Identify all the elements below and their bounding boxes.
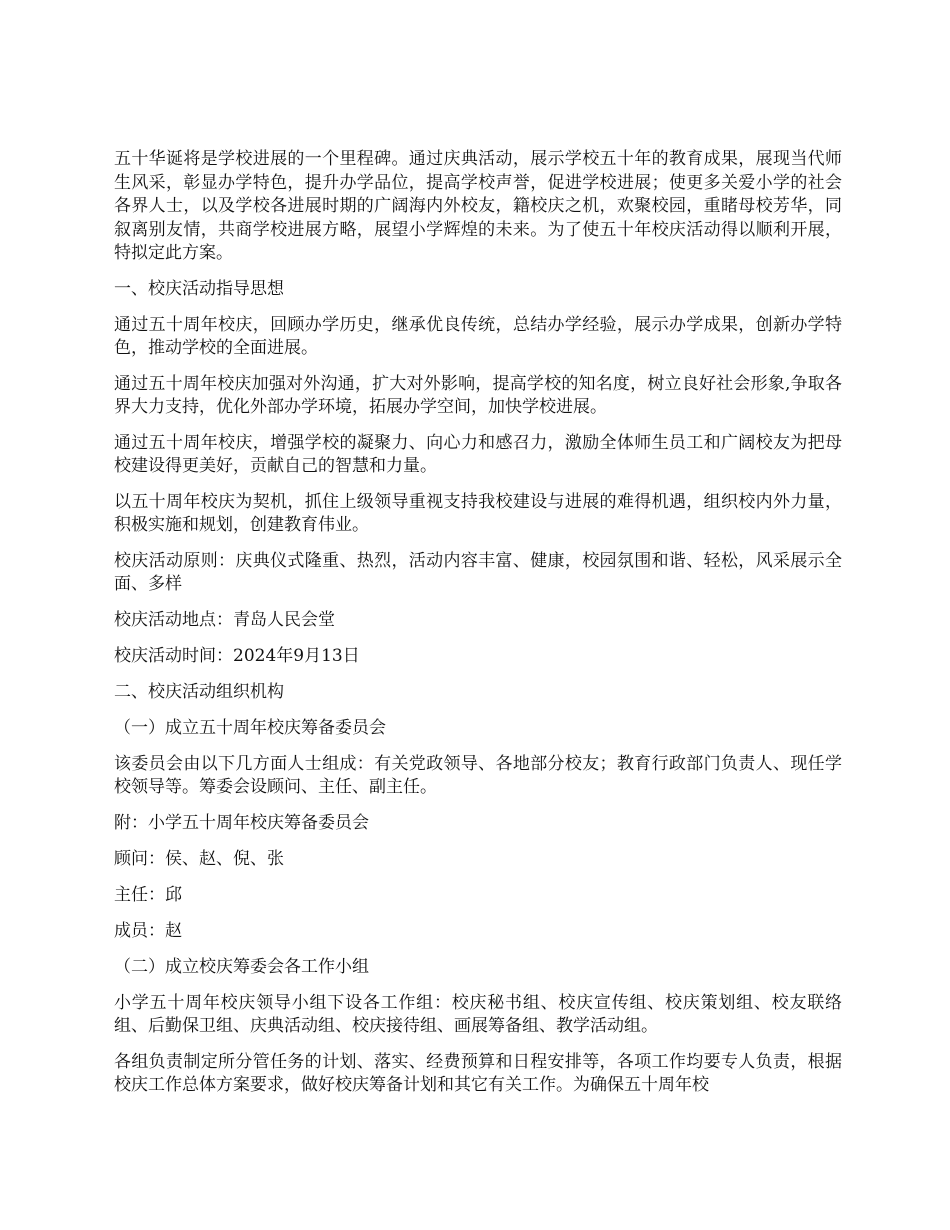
subsection-heading-working-groups: （二）成立校庆筹委会各工作小组 xyxy=(114,956,369,977)
advisors-line: 顾问：侯、赵、倪、张 xyxy=(114,848,284,869)
paragraph: 各组负责制定所分管任务的计划、落实、经费预算和日程安排等，各项工作均要专人负责，根据校庆工作总体方案要求，做好校庆筹备计划和其它有关工作。为确保五十周年校 xyxy=(114,1051,842,1095)
paragraph: 以五十周年校庆为契机，抓住上级领导重视支持我校建设与进展的难得机遇，组织校内外力量，积极实施和规划，创建教育伟业。 xyxy=(114,491,842,535)
paragraph: 小学五十周年校庆领导小组下设各工作组：校庆秘书组、校庆宣传组、校庆策划组、校友联络组、后勤保卫组、庆典活动组、校庆接待组、画展筹备组、教学活动组。 xyxy=(114,992,842,1036)
appendix-line: 附：小学五十周年校庆筹备委员会 xyxy=(114,812,369,833)
location-line: 校庆活动地点：青岛人民会堂 xyxy=(114,609,335,630)
paragraph: 通过五十周年校庆加强对外沟通，扩大对外影响，提高学校的知名度，树立良好社会形象,争取各界大力支持，优化外部办学环境，拓展办学空间，加快学校进展。 xyxy=(114,373,842,417)
section-heading-organization: 二、校庆活动组织机构 xyxy=(114,681,284,702)
paragraph: 通过五十周年校庆，增强学校的凝聚力、向心力和感召力，激励全体师生员工和广阔校友为把母校建设得更美好，贡献自己的智慧和力量。 xyxy=(114,432,842,476)
intro-paragraph: 五十华诞将是学校进展的一个里程碑。通过庆典活动，展示学校五十年的教育成果，展现当代师生风采，彰显办学特色，提升办学品位，提高学校声誉，促进学校进展；使更多关爱小学的社会各界人士，以及学校各进展时期的广阔海内外校友，籍校庆之机，欢聚校园，重睹母校芳华，同叙离别友情，共商学校进展方略，展望小学辉煌的未来。为了使五十年校庆活动得以顺利开展，特拟定此方案。 xyxy=(114,149,842,263)
director-line: 主任：邱 xyxy=(114,884,182,905)
members-line: 成员：赵 xyxy=(114,920,182,941)
subsection-heading-committee: （一）成立五十周年校庆筹备委员会 xyxy=(114,717,386,738)
principles-paragraph: 校庆活动原则：庆典仪式隆重、热烈，活动内容丰富、健康，校园氛围和谐、轻松，风采展示全面、多样 xyxy=(114,550,842,594)
paragraph: 该委员会由以下几方面人士组成：有关党政领导、各地部分校友；教育行政部门负责人、现任学校领导等。筹委会设顾问、主任、副主任。 xyxy=(114,753,842,797)
document-body xyxy=(114,148,842,1110)
date-line: 校庆活动时间：2024年9月13日 xyxy=(114,645,360,666)
paragraph: 通过五十周年校庆，回顾办学历史，继承优良传统，总结办学经验，展示办学成果，创新办学特色，推动学校的全面进展。 xyxy=(114,314,842,358)
section-heading-guiding-ideology: 一、校庆活动指导思想 xyxy=(114,278,284,299)
